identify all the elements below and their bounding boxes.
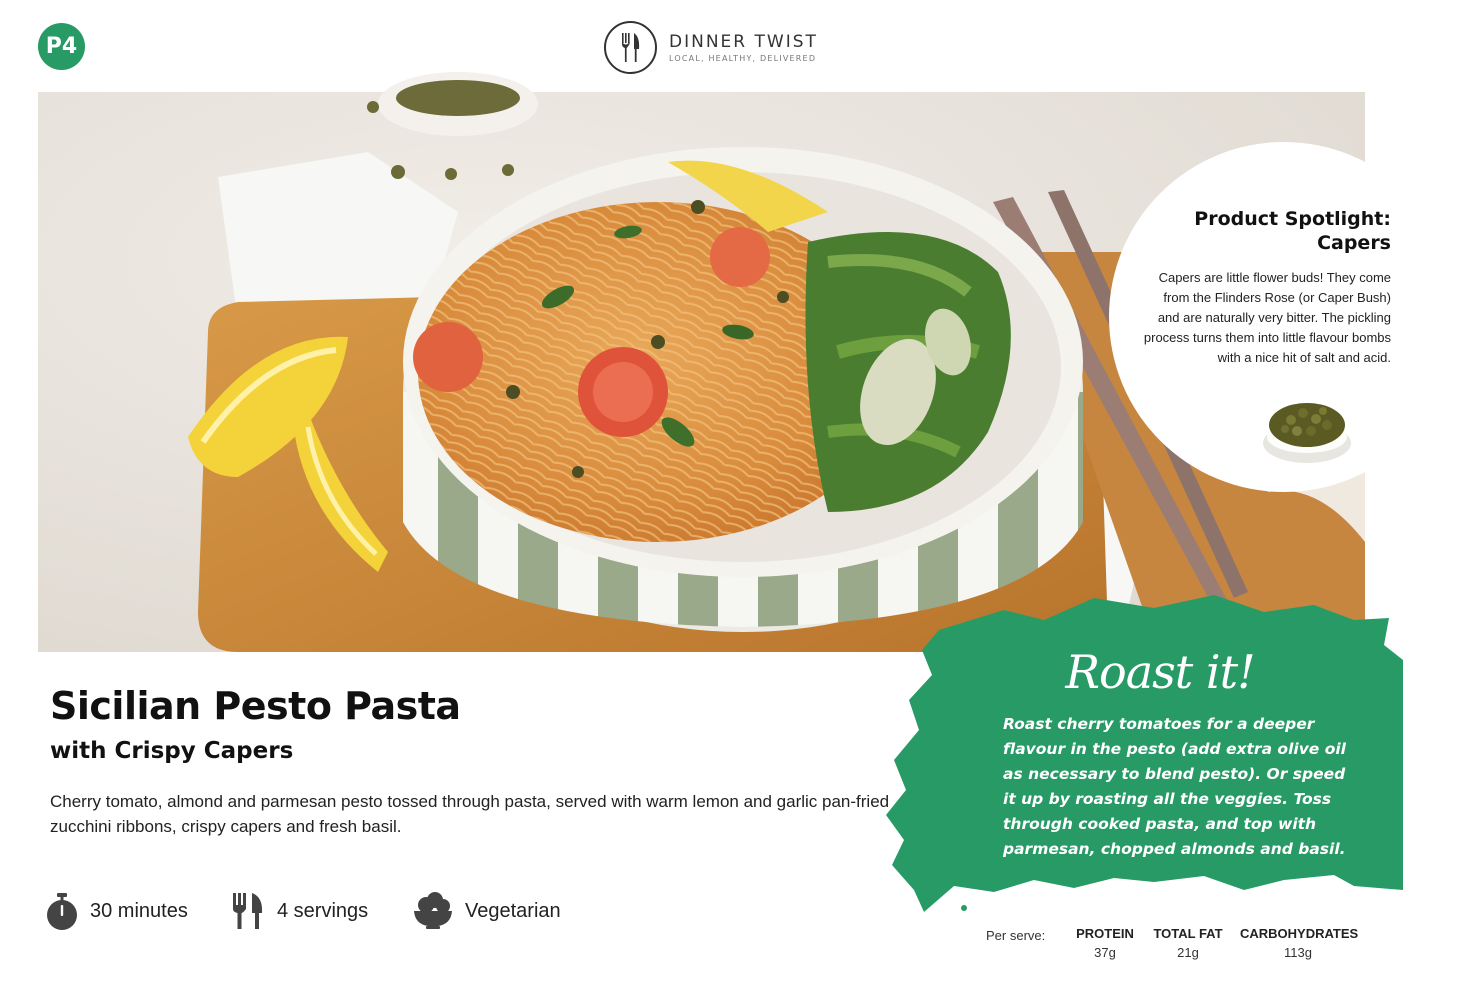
nutrition-protein	[1076, 926, 1134, 960]
page-number-badge: P4	[38, 23, 85, 70]
nutrition-label: Per serve:	[986, 928, 1046, 943]
spotlight-title-line2: Capers	[1317, 232, 1391, 254]
nutrition-carbs-value: 113g	[1284, 945, 1312, 960]
tip-body: Roast cherry tomatoes for a deeper flavour in the pesto (add extra olive oil as necessary to blend pesto). Or speed it up by roasting all the veggies. Toss through cooked pasta, and top with parmesan, chopped almonds and basil.	[1003, 715, 1346, 858]
fork-knife-icon	[603, 20, 658, 75]
nutrition-carbs	[1240, 926, 1359, 960]
meta-servings	[231, 887, 368, 935]
fork-knife-icon	[231, 891, 265, 931]
spotlight-title	[1141, 207, 1391, 255]
meta-time-label: 30 minutes	[90, 899, 188, 922]
spotlight-title-line1: Product Spotlight:	[1194, 208, 1391, 230]
nutrition-fat-value: 21g	[1177, 945, 1199, 960]
brand-name: DINNER TWIST	[669, 31, 818, 52]
recipe-subtitle: with Crispy Capers	[50, 738, 294, 764]
product-spotlight	[1109, 142, 1459, 492]
hero-photo	[38, 92, 1391, 652]
meta-diet	[413, 887, 561, 935]
nutrition-fat	[1153, 926, 1223, 960]
spotlight-body: Capers are little flower buds! They come from the Flinders Rose (or Caper Bush) and are naturally very bitter. The pickling process turns them into little flavour bombs with a nice hit of salt and acid.	[1143, 270, 1391, 365]
tip-heading: Roast it!	[1065, 645, 1255, 699]
recipe-description: Cherry tomato, almond and parmesan pesto tossed through pasta, served with warm lemon and garlic pan-fried zucchini ribbons, crispy capers and fresh basil.	[50, 792, 890, 836]
capers-bowl-image	[1261, 395, 1353, 467]
meta-time	[46, 887, 188, 935]
salad-bowl-icon	[413, 891, 453, 931]
nutrition-protein-value: 37g	[1094, 945, 1116, 960]
brand-logo	[603, 19, 818, 75]
brand-tagline: LOCAL, HEALTHY, DELIVERED	[669, 53, 817, 63]
meta-servings-label: 4 servings	[277, 899, 369, 922]
nutrition-protein-name: PROTEIN	[1076, 926, 1134, 941]
recipe-title: Sicilian Pesto Pasta	[50, 684, 461, 728]
nutrition-carbs-name: CARBOHYDRATES	[1240, 926, 1359, 941]
nutrition-fat-name: TOTAL FAT	[1153, 926, 1223, 941]
meta-diet-label: Vegetarian	[465, 899, 561, 922]
stopwatch-icon	[46, 891, 78, 931]
